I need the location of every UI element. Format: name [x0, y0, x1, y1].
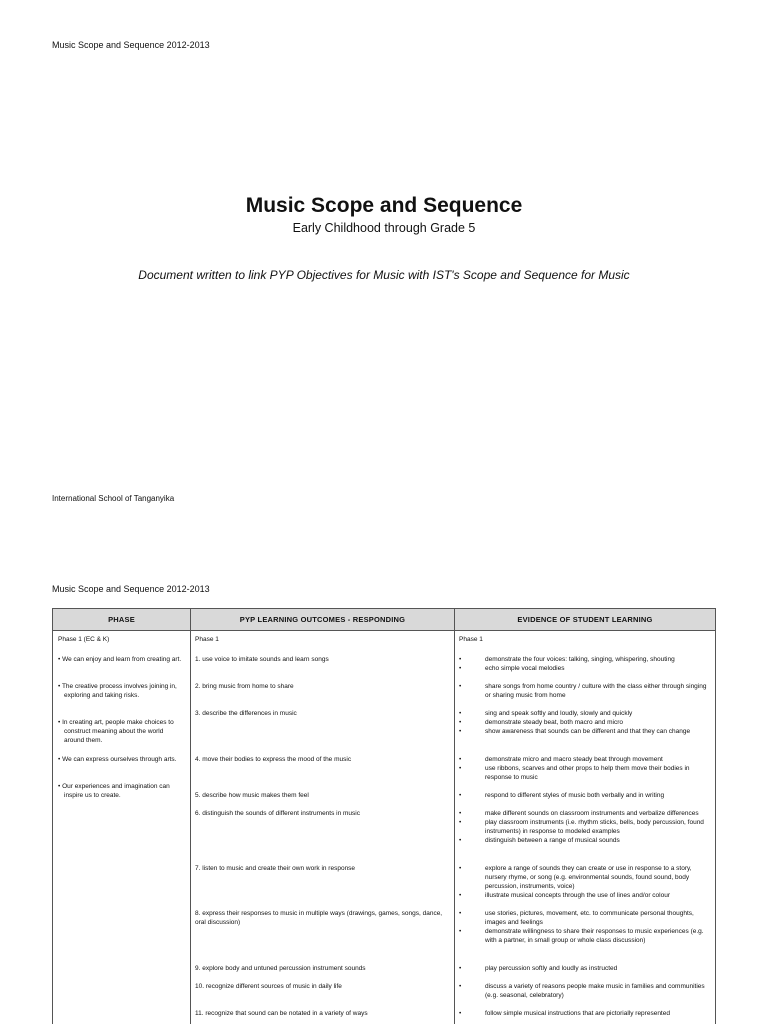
- evidence-list: [459, 1009, 711, 1018]
- evidence-item: • use ribbons, scarves and other props to help them move their bodies in response to music: [459, 765, 690, 781]
- phase-bullet: • Our experiences and imagination can inspire us to create.: [58, 783, 170, 799]
- evidence-item: • echo simple vocal melodies: [459, 665, 565, 672]
- evidence-item: • illustrate musical concepts through the use of lines and/or colour: [459, 892, 670, 899]
- evidence-list: [459, 964, 711, 973]
- phase-bullet: • We can express ourselves through arts.: [58, 756, 177, 763]
- evidence-item: • demonstrate steady beat, both macro and micro: [459, 719, 624, 726]
- column-divider: [190, 609, 191, 1024]
- evidence-item: • play classroom instruments (i.e. rhythm sticks, bells, body percussion, found instruments) in response to modeled examples: [459, 819, 704, 835]
- document-title: Music Scope and Sequence: [245, 194, 523, 217]
- phase-bullet: • We can enjoy and learn from creating art.: [58, 656, 182, 663]
- evidence-list: [459, 982, 711, 1000]
- outcome-item: 3. describe the differences in music: [195, 710, 297, 717]
- header-phase: PHASE: [108, 615, 135, 624]
- evidence-item: • demonstrate micro and macro steady beat through movement: [459, 756, 663, 763]
- evidence-list: [459, 655, 711, 673]
- evidence-list: [459, 682, 711, 700]
- evidence-list: [459, 809, 711, 845]
- outcome-item: 2. bring music from home to share: [195, 683, 294, 690]
- outcome-item: 5. describe how music makes them feel: [195, 792, 309, 799]
- evidence-item: • discuss a variety of reasons people make music in families and communities (e.g. seasonal, celebratory): [459, 983, 705, 999]
- evidence-item: • demonstrate the four voices: talking, singing, whispering, shouting: [459, 656, 675, 663]
- evidence-item: • respond to different styles of music both verbally and in writing: [459, 792, 665, 799]
- scope-sequence-table: [52, 608, 716, 1024]
- evidence-item: • follow simple musical instructions that are pictorially represented: [459, 1010, 670, 1017]
- running-header: Music Scope and Sequence 2012-2013: [52, 40, 210, 50]
- evidence-item: • use stories, pictures, movement, etc. to communicate personal thoughts, images and feelings: [459, 910, 694, 926]
- outcome-item: 1. use voice to imitate sounds and learn songs: [195, 656, 329, 663]
- running-header-page2: Music Scope and Sequence 2012-2013: [52, 584, 210, 594]
- outcome-item: 4. move their bodies to express the mood of the music: [195, 756, 352, 763]
- outcome-phase-label: Phase 1: [195, 636, 219, 643]
- evidence-list: [459, 864, 711, 900]
- document-subtitle: Early Childhood through Grade 5: [292, 221, 476, 235]
- evidence-item: • distinguish between a range of musical sounds: [459, 837, 620, 844]
- phase-bullet: • The creative process involves joining in, exploring and taking risks.: [58, 683, 177, 699]
- document-note: Document written to link PYP Objectives for Music with IST's Scope and Sequence for Music: [138, 268, 630, 282]
- header-evidence: EVIDENCE OF STUDENT LEARNING: [517, 615, 653, 624]
- evidence-list: [459, 909, 711, 945]
- outcome-item: 10. recognize different sources of music in daily life: [195, 983, 342, 990]
- evidence-item: • make different sounds on classroom instruments and verbalize differences: [459, 810, 699, 817]
- header-outcomes: PYP LEARNING OUTCOMES - RESPONDING: [239, 615, 406, 624]
- evidence-phase-label: Phase 1: [459, 636, 483, 643]
- table-header-row: [53, 609, 715, 631]
- evidence-item: • share songs from home country / culture with the class either through singing or sharing music from home: [459, 683, 707, 699]
- school-name: International School of Tanganyika: [52, 494, 175, 503]
- phase-label: Phase 1 (EC & K): [58, 636, 110, 643]
- outcome-item: 11. recognize that sound can be notated in a variety of ways: [195, 1010, 368, 1017]
- column-divider: [454, 609, 455, 1024]
- evidence-item: • demonstrate willingness to share their responses to music experiences (e.g. with a partner, in small group or whole class discussion): [459, 928, 704, 944]
- outcome-item: 6. distinguish the sounds of different instruments in music: [195, 810, 360, 817]
- evidence-item: • sing and speak softly and loudly, slowly and quickly: [459, 710, 633, 717]
- evidence-item: • show awareness that sounds can be different and that they can change: [459, 728, 691, 735]
- evidence-item: • play percussion softly and loudly as instructed: [459, 965, 618, 972]
- outcome-item: 9. explore body and untuned percussion instrument sounds: [195, 965, 366, 972]
- evidence-list: [459, 755, 711, 782]
- phase-bullet: • In creating art, people make choices to construct meaning about the world around them.: [58, 719, 174, 744]
- outcome-item: 8. express their responses to music in multiple ways (drawings, games, songs, dance, oral discussion): [195, 910, 443, 926]
- evidence-list: [459, 791, 711, 800]
- evidence-list: [459, 709, 711, 736]
- outcome-item: 7. listen to music and create their own work in response: [195, 865, 356, 872]
- evidence-item: • explore a range of sounds they can create or use in response to a story, nursery rhyme, or song (e.g. environmental sounds, found sound, body percussion, instruments, voice): [459, 865, 692, 890]
